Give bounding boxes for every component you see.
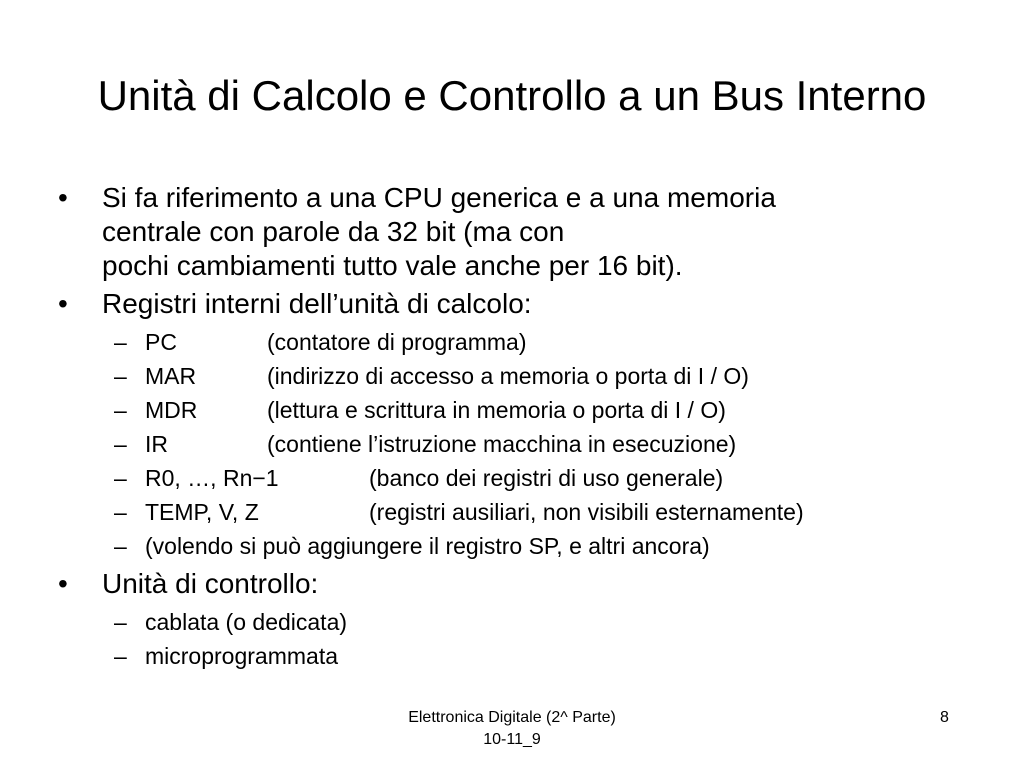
bullet-text: Registri interni dell’unità di calcolo:	[102, 288, 532, 319]
dash-marker: –	[114, 329, 127, 355]
register-description: (contatore di programma)	[267, 329, 527, 355]
register-name: PC	[145, 329, 177, 355]
register-description: (banco dei registri di uso generale)	[369, 465, 724, 491]
bullet-marker: •	[58, 182, 68, 213]
register-description: (lettura e scrittura in memoria o porta di I / O)	[267, 397, 726, 423]
bullet-marker: •	[58, 288, 68, 319]
dash-marker: –	[114, 609, 127, 635]
control-type: microprogrammata	[145, 643, 338, 669]
footer-course-line2: 10-11_9	[483, 731, 541, 748]
register-description: (contiene l’istruzione macchina in esecuzione)	[267, 431, 737, 457]
slide-title: Unità di Calcolo e Controllo a un Bus Interno	[97, 72, 927, 119]
bullet-text: Unità di controllo:	[102, 568, 319, 599]
footer-course-line1: Elettronica Digitale (2^ Parte)	[408, 709, 616, 726]
dash-marker: –	[114, 465, 127, 491]
bullet-text-line: centrale con parole da 32 bit (ma con	[102, 216, 565, 247]
dash-marker: –	[114, 397, 127, 423]
page-number: 8	[940, 709, 949, 726]
footer-course	[0, 707, 1024, 751]
dash-marker: –	[114, 431, 127, 457]
dash-marker: –	[114, 363, 127, 389]
bullet-marker: •	[58, 568, 68, 599]
register-name: MAR	[145, 363, 197, 389]
register-name: R0, …, Rn−1	[145, 465, 279, 491]
register-description: (indirizzo di accesso a memoria o porta di I / O)	[267, 363, 749, 389]
register-name: MDR	[145, 397, 198, 423]
bullet-text-line: Si fa riferimento a una CPU generica e a una memoria	[102, 182, 776, 213]
register-name: TEMP, V, Z	[145, 499, 259, 525]
register-note: (volendo si può aggiungere il registro SP, e altri ancora)	[145, 533, 710, 559]
dash-marker: –	[114, 499, 127, 525]
register-description: (registri ausiliari, non visibili esternamente)	[369, 499, 804, 525]
dash-marker: –	[114, 643, 127, 669]
control-type: cablata (o dedicata)	[145, 609, 348, 635]
dash-marker: –	[114, 533, 127, 559]
register-name: IR	[145, 431, 168, 457]
bullet-text-line: pochi cambiamenti tutto vale anche per 16 bit).	[102, 250, 683, 281]
